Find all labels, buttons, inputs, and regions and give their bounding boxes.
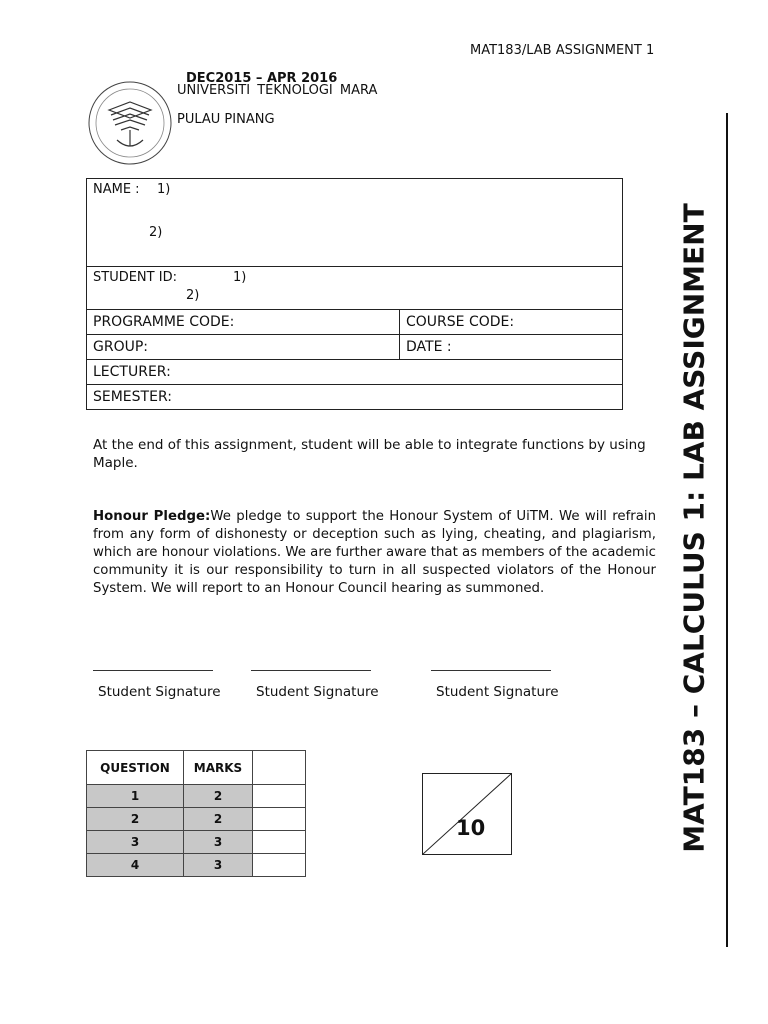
question-cell: 3 xyxy=(87,831,184,854)
session-label: DEC2015 – APR 2016 xyxy=(186,71,338,86)
question-cell: 2 xyxy=(87,808,184,831)
semester-field[interactable]: SEMESTER: xyxy=(87,385,623,410)
honour-pledge-text: We pledge to support the Honour System of UiTM. We will refrain from any form of dishonesty or deception such as lying, cheating, and plagiarism, which are honour violations. We are further aware that as members of the academic community it is our responsibility to turn in all suspected violators of the Honour System. We will report to an Honour Council hearing as summoned. xyxy=(93,509,656,596)
question-cell: 1 xyxy=(87,785,184,808)
university-name: UNIVERSITI TEKNOLOGI MARA xyxy=(177,83,378,98)
programme-code-field[interactable]: PROGRAMME CODE: xyxy=(87,310,400,335)
marks-cell: 3 xyxy=(184,854,253,877)
marks-cell: 2 xyxy=(184,808,253,831)
table-row xyxy=(87,808,306,831)
course-code-field[interactable]: COURSE CODE: xyxy=(400,310,623,335)
total-score-value: 10 xyxy=(456,816,486,840)
assignment-objective: At the end of this assignment, student will be able to integrate functions by using Maple. xyxy=(93,437,646,471)
signature-label-1: Student Signature xyxy=(98,684,221,700)
marks-header-score xyxy=(253,751,306,785)
honour-pledge-label: Honour Pledge: xyxy=(93,509,211,524)
student-id-2-label: 2) xyxy=(186,288,200,303)
question-cell: 4 xyxy=(87,854,184,877)
date-field[interactable]: DATE : xyxy=(400,335,623,360)
document-code: MAT183/LAB ASSIGNMENT 1 xyxy=(470,43,655,58)
student-id-field[interactable] xyxy=(87,267,623,310)
signature-line-3[interactable] xyxy=(431,662,551,671)
marks-header-marks: MARKS xyxy=(184,751,253,785)
total-score-box[interactable] xyxy=(422,773,512,855)
lecturer-field[interactable]: LECTURER: xyxy=(87,360,623,385)
university-logo xyxy=(87,80,173,166)
table-row xyxy=(87,785,306,808)
student-id-label: STUDENT ID: xyxy=(93,270,177,285)
student-id-1-label: 1) xyxy=(233,270,247,285)
student-info-table xyxy=(86,178,623,410)
signature-label-2: Student Signature xyxy=(256,684,379,700)
name-1-label: 1) xyxy=(157,182,171,197)
side-title: MAT183 – CALCULUS 1: LAB ASSIGNMENT xyxy=(677,203,711,853)
campus-name: PULAU PINANG xyxy=(177,112,275,127)
score-divider-line xyxy=(423,774,511,854)
signature-label-3: Student Signature xyxy=(436,684,559,700)
score-cell[interactable] xyxy=(253,808,306,831)
score-cell[interactable] xyxy=(253,831,306,854)
group-field[interactable]: GROUP: xyxy=(87,335,400,360)
marks-header-question: QUESTION xyxy=(87,751,184,785)
table-row xyxy=(87,831,306,854)
honour-pledge xyxy=(93,508,656,598)
name-label: NAME : xyxy=(93,182,140,197)
table-row xyxy=(87,854,306,877)
name-field[interactable] xyxy=(87,179,623,267)
marks-cell: 3 xyxy=(184,831,253,854)
name-2-label: 2) xyxy=(149,225,163,240)
score-cell[interactable] xyxy=(253,785,306,808)
signature-line-1[interactable] xyxy=(93,662,213,671)
marks-cell: 2 xyxy=(184,785,253,808)
vertical-divider xyxy=(726,113,728,947)
signature-line-2[interactable] xyxy=(251,662,371,671)
score-cell[interactable] xyxy=(253,854,306,877)
marks-table xyxy=(86,750,306,877)
